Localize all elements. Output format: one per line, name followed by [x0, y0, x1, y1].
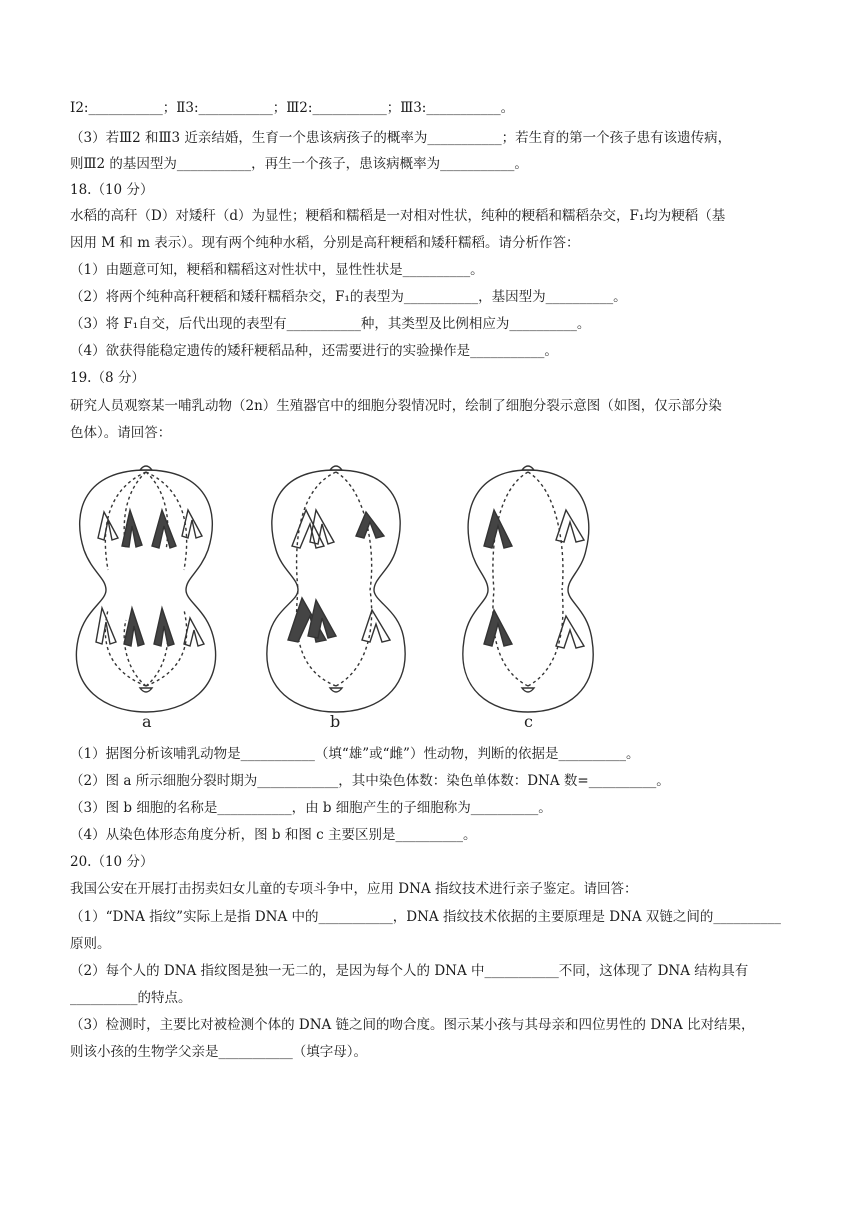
cell-division-diagram — [66, 450, 611, 740]
text-line-5: 水稻的高秆（D）对矮秆（d）为显性；粳稻和糯稻是一对相对性状，纯种的粳稻和糯稻杂交，F₁均为粳稻（基 — [70, 208, 726, 224]
text-line-6: 因用 M 和 m 表示）。现有两个纯种水稻，分别是高秆粳稻和矮秆糯稻。请分析作答： — [70, 235, 580, 251]
text-line-23: __________的特点。 — [70, 990, 192, 1006]
question-18-heading: 18.（10 分） — [70, 182, 154, 198]
text-line-2: （3）若Ⅲ2 和Ⅲ3 近亲结婚，生育一个患该病孩子的概率为___________；若生育的第一个孩子患有该遗传病， — [70, 130, 732, 146]
question-19-heading: 19.（8 分） — [70, 370, 145, 386]
figure-label-a: a — [142, 712, 152, 731]
question-20-heading: 20.（10 分） — [70, 854, 154, 870]
text-line-3: 则Ⅲ2 的基因型为___________，再生一个孩子，患该病概率为___________。 — [70, 156, 528, 172]
text-line-19: 我国公安在开展打击拐卖妇女儿童的专项斗争中，应用 DNA 指纹技术进行亲子鉴定。请回答： — [70, 881, 638, 897]
text-line-14: （1）据图分析该哺乳动物是___________（填“雄”或“雌”）性动物，判断的依据是__________。 — [70, 746, 640, 762]
text-line-24: （3）检测时，主要比对被检测个体的 DNA 链之间的吻合度。图示某小孩与其母亲和四位男性的 DNA 比对结果， — [70, 1017, 755, 1033]
cell-division-figure — [66, 450, 611, 740]
cell-b — [267, 466, 405, 712]
text-line-10: （4）欲获得能稳定遗传的矮秆粳稻品种，还需要进行的实验操作是___________。 — [70, 343, 558, 359]
text-line-25: 则该小孩的生物学父亲是___________（填字母）。 — [70, 1044, 367, 1060]
cell-a — [76, 466, 215, 712]
figure-label-b: b — [330, 712, 341, 731]
text-line-15: （2）图 a 所示细胞分裂时期为____________，其中染色体数：染色单体数：DNA 数=__________。 — [70, 773, 670, 789]
text-line-16: （3）图 b 细胞的名称是___________，由 b 细胞产生的子细胞称为__________。 — [70, 800, 552, 816]
text-line-22: （2）每个人的 DNA 指纹图是独一无二的，是因为每个人的 DNA 中___________不同，这体现了 DNA 结构具有 — [70, 963, 749, 979]
text-line-1: I2:___________；Ⅱ3:___________；Ⅲ2:___________；Ⅲ3:___________。 — [70, 100, 515, 116]
text-line-20: （1）“DNA 指纹”实际上是指 DNA 中的___________，DNA 指纹技术依据的主要原理是 DNA 双链之间的__________ — [70, 909, 781, 925]
text-line-12: 研究人员观察某一哺乳动物（2n）生殖器官中的细胞分裂情况时，绘制了细胞分裂示意图（如图，仅示部分染 — [70, 398, 722, 414]
text-line-13: 色体）。请回答： — [70, 425, 172, 441]
text-line-17: （4）从染色体形态角度分析，图 b 和图 c 主要区别是__________。 — [70, 827, 477, 843]
text-line-7: （1）由题意可知，粳稻和糯稻这对性状中，显性性状是__________。 — [70, 262, 484, 278]
text-line-9: （3）将 F₁自交，后代出现的表型有___________种，其类型及比例相应为__________。 — [70, 316, 591, 332]
figure-label-c: c — [524, 712, 533, 731]
text-line-21: 原则。 — [70, 936, 111, 952]
cell-c — [463, 466, 593, 712]
text-line-8: （2）将两个纯种高秆粳稻和矮秆糯稻杂交，F₁的表型为___________，基因型为__________。 — [70, 289, 627, 305]
